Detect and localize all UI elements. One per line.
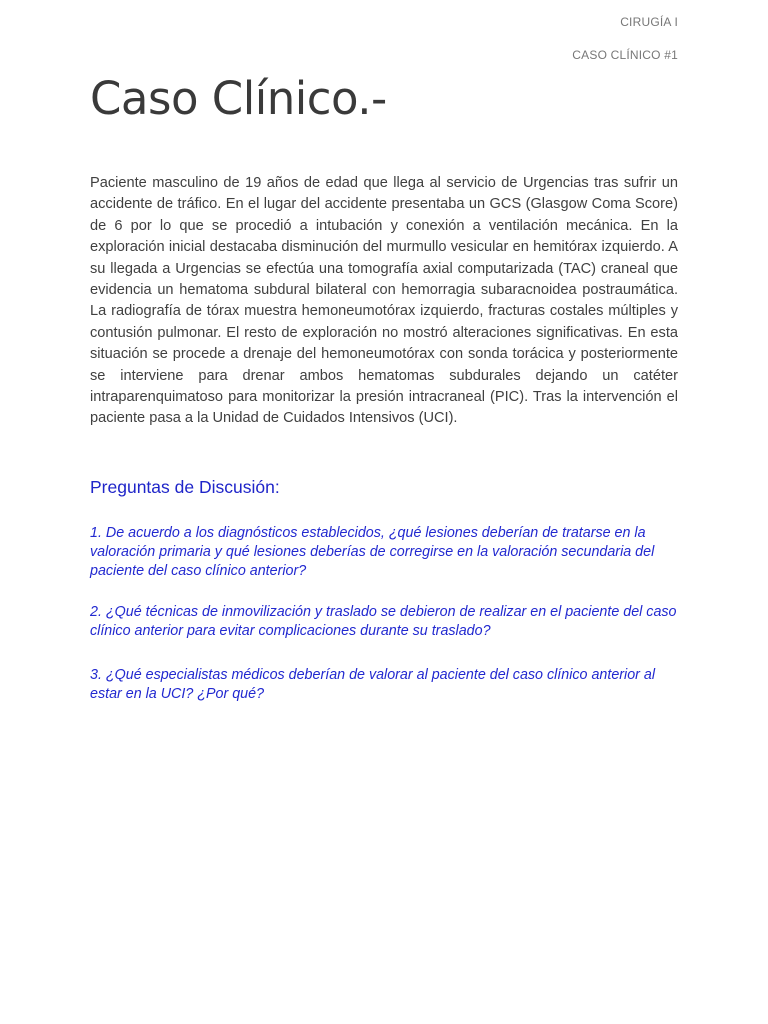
discussion-heading: Preguntas de Discusión: [90, 477, 280, 497]
case-description: Paciente masculino de 19 años de edad que llega al servicio de Urgencias tras sufrir un accidente de tráfico. En el lugar del accidente presentaba un GCS (Glasgow Coma Score) de 6 por lo que se procedió a intubación y conexión a ventilación mecánica. En la exploración inicial destacaba disminución del murmullo vesicular en hemitórax izquierdo. A su llegada a Urgencias se efectúa una tomografía axial computarizada (TAC) craneal que evidencia un hematoma subdural bilateral con hemorragia subaracnoidea postraumática. La radiografía de tórax muestra hemoneumotórax izquierdo, fracturas costales múltiples y contusión pulmonar. El resto de exploración no mostró alteraciones significativas. En esta situación se procede a drenaje del hemoneumotórax con sonda torácica y posteriormente se interviene para drenar ambos hematomas subdurales dejando un catéter intraparenquimatoso para monitorizar la presión intracraneal (PIC). Tras la intervención el paciente pasa a la Unidad de Cuidados Intensivos (UCI). [90, 175, 678, 427]
discussion-question-3: 3. ¿Qué especialistas médicos deberían de valorar al paciente del caso clínico anterior al estar en la UCI? ¿Por qué? [90, 667, 656, 702]
case-number-label: CASO CLÍNICO #1 [572, 48, 678, 62]
discussion-question-2: 2. ¿Qué técnicas de inmovilización y traslado se debieron de realizar en el paciente del caso clínico anterior para evitar complicaciones durante su traslado? [90, 604, 677, 639]
page-title: Caso Clínico.- [90, 72, 387, 125]
course-label: CIRUGÍA I [620, 15, 678, 29]
discussion-question-1: 1. De acuerdo a los diagnósticos establecidos, ¿qué lesiones deberían de tratarse en la valoración primaria y qué lesiones deberías de corregirse en la valoración secundaria del paciente del caso clínico anterior? [90, 525, 655, 579]
